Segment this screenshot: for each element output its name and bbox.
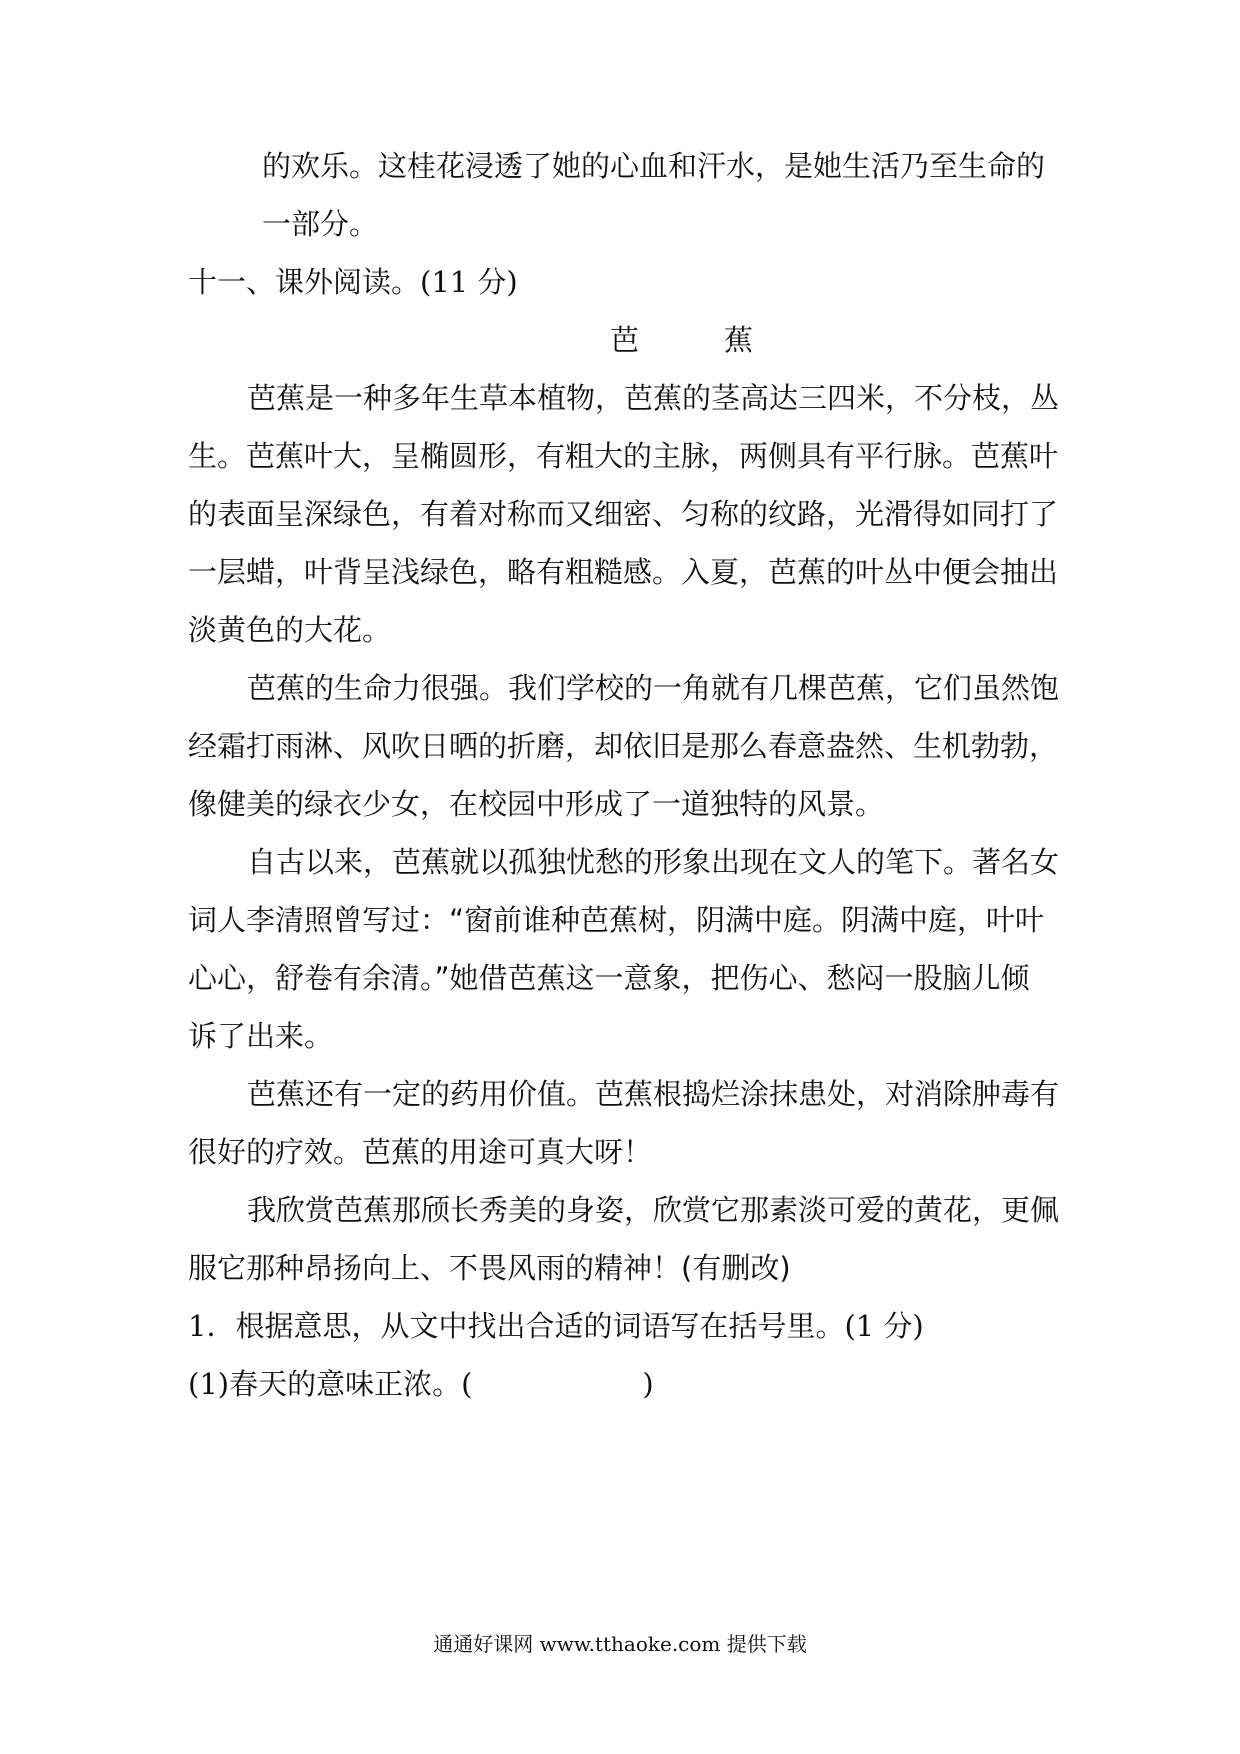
page-footer: 通通好课网 www.tthaoke.com 提供下载 xyxy=(433,1632,807,1656)
question-1-item-1-suffix: ) xyxy=(642,1367,654,1401)
article-line: 生。芭蕉叶大，呈椭圆形，有粗大的主脉，两侧具有平行脉。芭蕉叶 xyxy=(188,439,1059,473)
article-line: 芭蕉的生命力很强。我们学校的一角就有几棵芭蕉，它们虽然饱 xyxy=(247,671,1060,705)
article-line: 芭蕉是一种多年生草本植物，芭蕉的茎高达三四米，不分枝，丛 xyxy=(247,381,1060,415)
article-title: 芭 蕉 xyxy=(610,323,782,357)
article-line: 我欣赏芭蕉那颀长秀美的身姿，欣赏它那素淡可爱的黄花，更佩 xyxy=(247,1193,1060,1227)
article-line: 心心，舒卷有余清。”她借芭蕉这一意象，把伤心、愁闷一股脑儿倾 xyxy=(188,961,1030,995)
article-line: 像健美的绿衣少女，在校园中形成了一道独特的风景。 xyxy=(188,787,885,821)
article-line: 服它那种昂扬向上、不畏风雨的精神！(有删改) xyxy=(188,1251,791,1285)
question-1-item-1-prefix: (1)春天的意味正浓。( xyxy=(188,1367,473,1401)
article-line: 很好的疗效。芭蕉的用途可真大呀！ xyxy=(188,1135,653,1169)
article-line: 自古以来，芭蕉就以孤独忧愁的形象出现在文人的笔下。著名女 xyxy=(247,845,1060,879)
article-line: 芭蕉还有一定的药用价值。芭蕉根捣烂涂抹患处，对消除肿毒有 xyxy=(247,1077,1060,1111)
article-line: 诉了出来。 xyxy=(188,1019,334,1053)
carryover-line: 的欢乐。这桂花浸透了她的心血和汗水，是她生活乃至生命的 xyxy=(262,149,1046,183)
question-1-item-1 xyxy=(188,1364,654,1404)
article-line: 淡黄色的大花。 xyxy=(188,613,392,647)
article-line: 经霜打雨淋、风吹日晒的折磨，却依旧是那么春意盎然、生机勃勃， xyxy=(188,729,1059,763)
article-line: 一层蜡，叶背呈浅绿色，略有粗糙感。入夏，芭蕉的叶丛中便会抽出 xyxy=(188,555,1059,589)
section-heading: 十一、课外阅读。(11 分) xyxy=(188,265,518,299)
article-line: 词人李清照曾写过：“窗前谁种芭蕉树，阴满中庭。阴满中庭，叶叶 xyxy=(188,903,1045,937)
question-1-prompt: 1．根据意思，从文中找出合适的词语写在括号里。(1 分) xyxy=(188,1309,924,1343)
article-line: 的表面呈深绿色，有着对称而又细密、匀称的纹路，光滑得如同打了 xyxy=(188,497,1059,531)
carryover-line: 一部分。 xyxy=(262,207,379,241)
